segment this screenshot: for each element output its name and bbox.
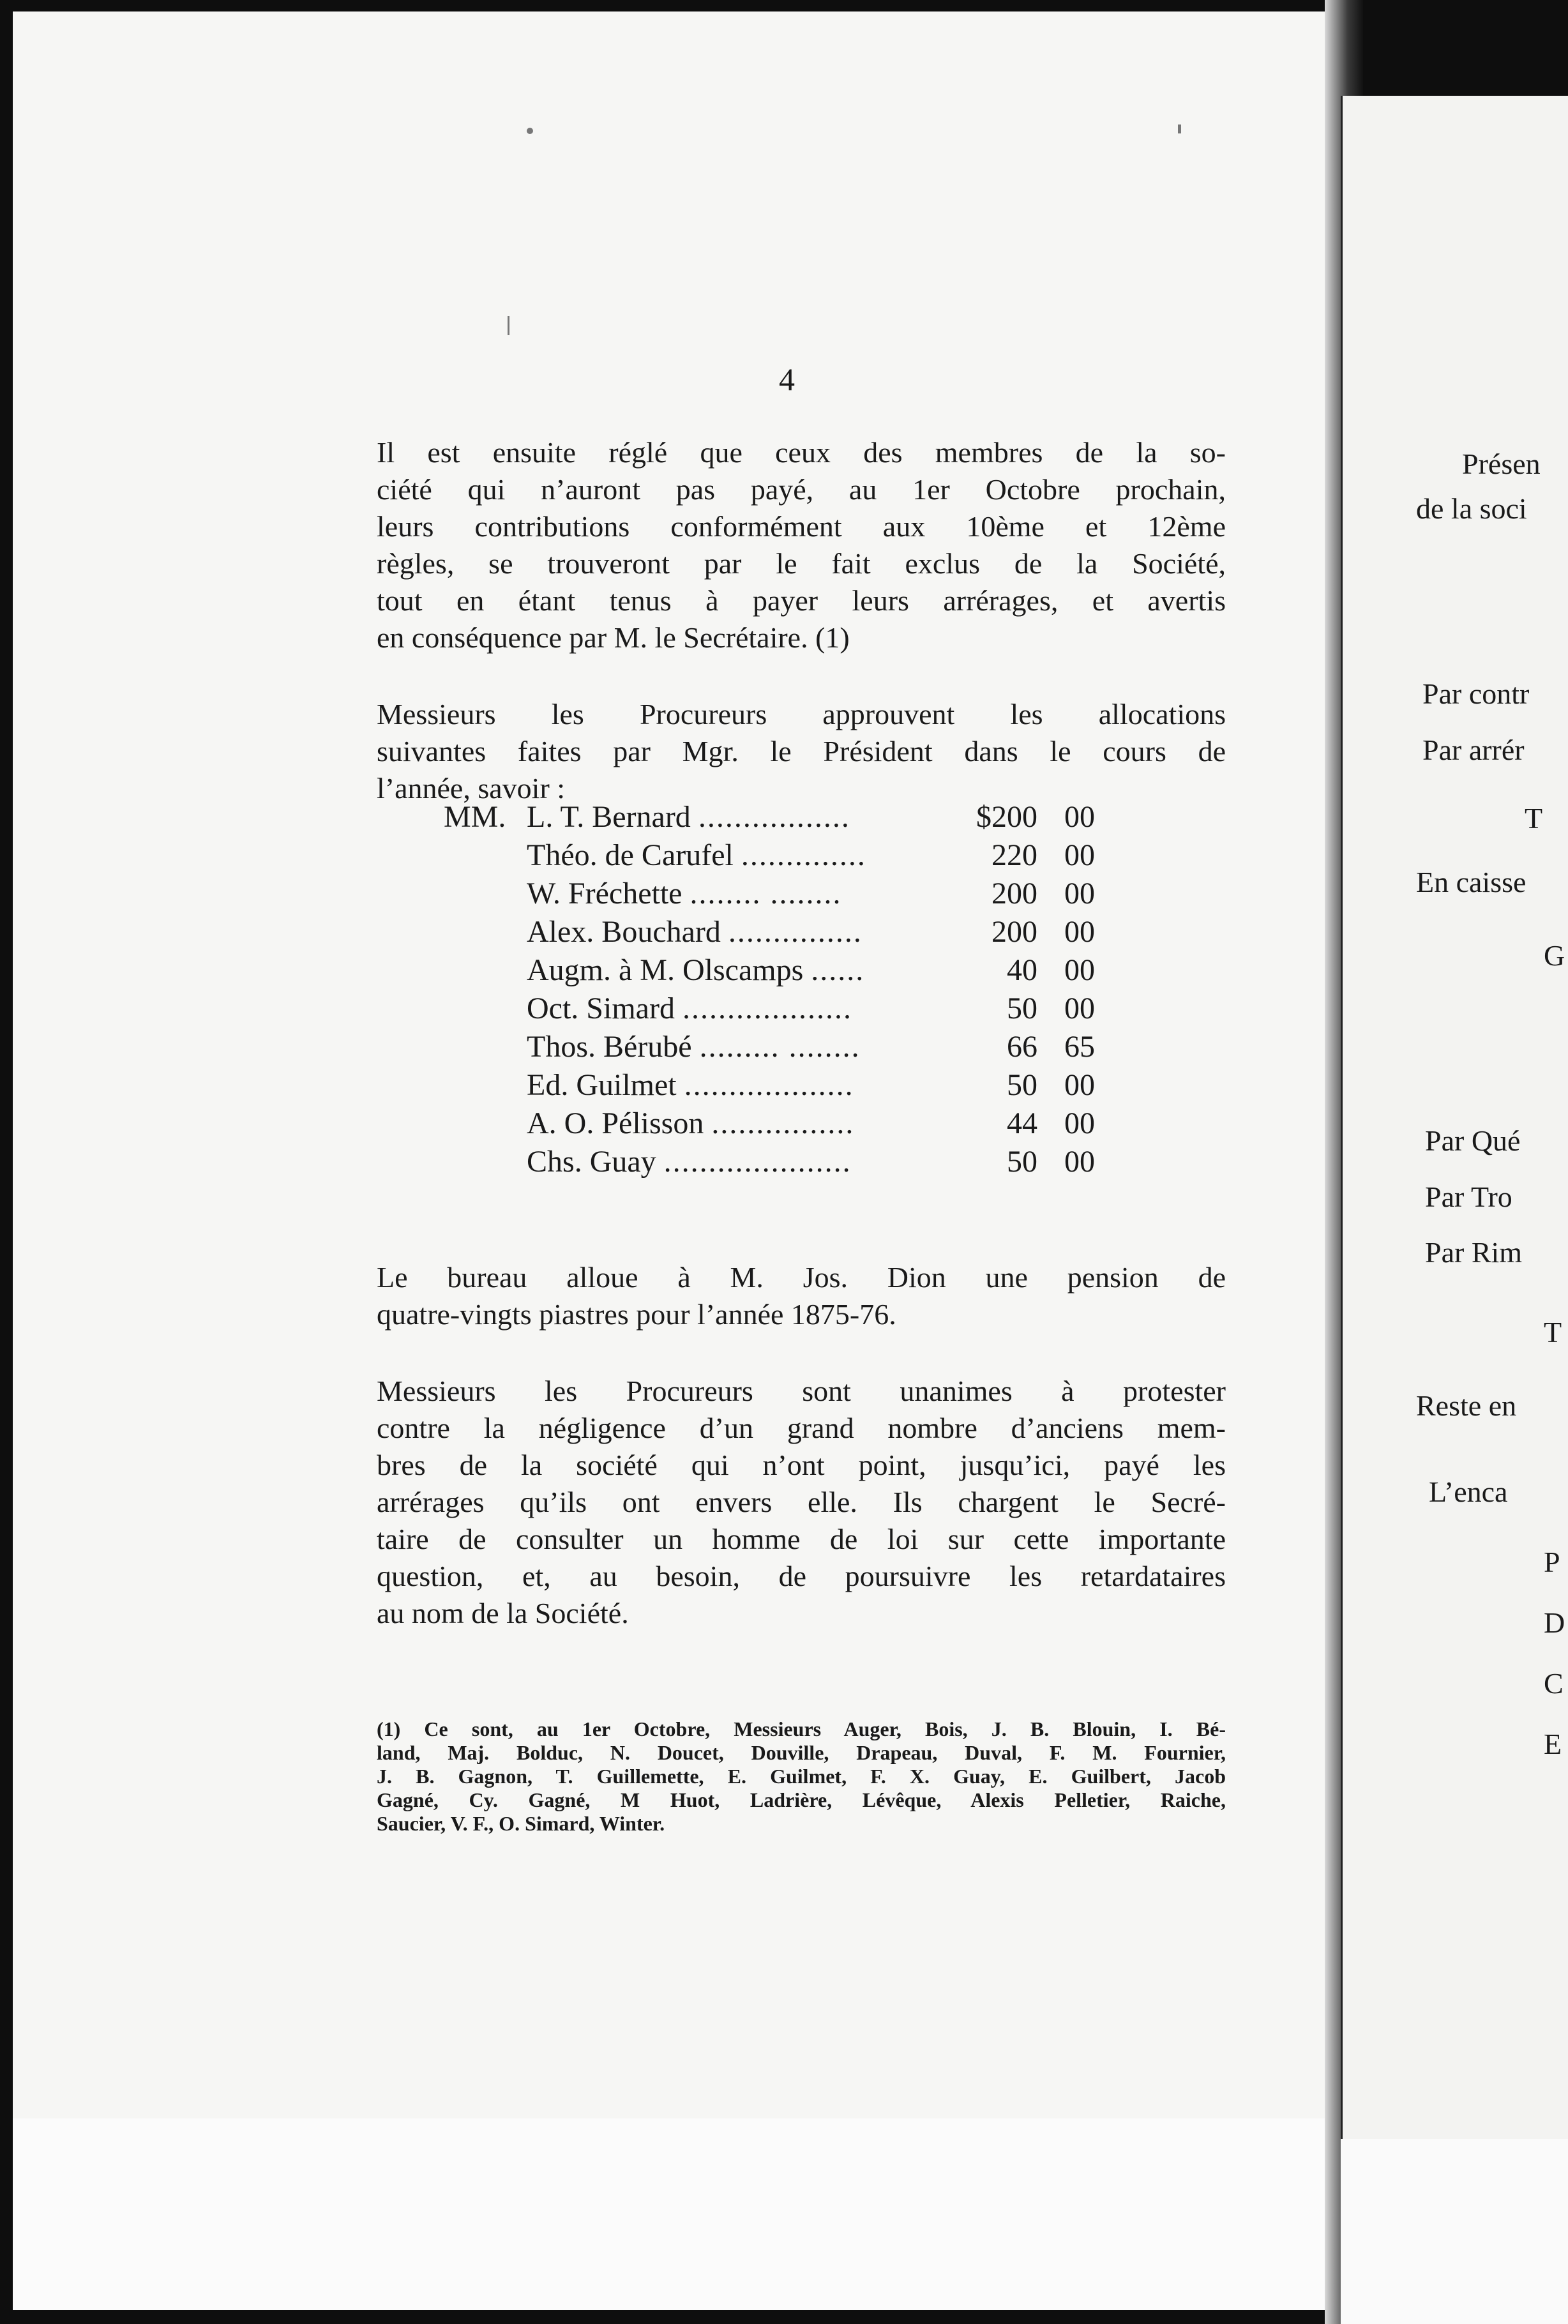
text-line: arrérages qu’ils ont envers elle. Ils chargent le Secré- bbox=[377, 1486, 1226, 1518]
leader-dots: ...... bbox=[811, 953, 865, 987]
allocation-name: Oct. Simard bbox=[527, 992, 675, 1025]
text-line: bres de la société qui n’ont point, jusqu’ici, payé les bbox=[377, 1449, 1226, 1481]
right-page-line: Présen bbox=[1462, 448, 1541, 480]
allocation-name-cell bbox=[527, 836, 948, 875]
allocation-name-cell bbox=[527, 1066, 948, 1105]
right-page-line: En caisse bbox=[1416, 866, 1527, 898]
paragraph-pension bbox=[377, 1259, 1226, 1333]
right-page-line: de la soci bbox=[1416, 492, 1527, 525]
leader-dots: ................... bbox=[682, 992, 852, 1025]
leader-dots: .............. bbox=[741, 838, 866, 872]
paper-speck bbox=[508, 316, 509, 335]
allocation-name: Théo. de Carufel bbox=[527, 838, 734, 872]
leader-dots: ................ bbox=[711, 1106, 855, 1140]
allocation-cents: 00 bbox=[1064, 953, 1095, 987]
text-line: suivantes faites par Mgr. le Président dans le cours de bbox=[377, 735, 1226, 767]
text-line: au nom de la Société. bbox=[377, 1597, 629, 1629]
paragraph-exclusion-rule bbox=[377, 434, 1226, 656]
leader-dots: ..................... bbox=[663, 1145, 852, 1179]
allocation-name: L. T. Bernard bbox=[527, 800, 691, 834]
allocation-amount: 50 bbox=[1007, 1068, 1037, 1102]
leader-dots: ........ ........ bbox=[690, 877, 842, 910]
text-line: question, et, au besoin, de poursuivre les retardataires bbox=[377, 1560, 1226, 1592]
allocation-amount: 50 bbox=[1007, 1145, 1037, 1179]
allocation-row bbox=[444, 1066, 1146, 1105]
text-line: Il est ensuite réglé que ceux des membres de la so- bbox=[377, 436, 1226, 469]
footnote-line: (1) Ce sont, au 1er Octobre, Messieurs Auger, Bois, J. B. Blouin, I. Bé- bbox=[377, 1717, 1226, 1740]
allocation-cents: 00 bbox=[1064, 838, 1095, 872]
allocation-name-cell bbox=[527, 1028, 948, 1066]
text-line: taire de consulter un homme de loi sur cette importante bbox=[377, 1523, 1226, 1555]
right-page-line: C bbox=[1544, 1667, 1564, 1700]
allocation-cents: 00 bbox=[1064, 992, 1095, 1025]
right-page-line: Par Qué bbox=[1425, 1124, 1521, 1157]
text-line: Le bureau alloue à M. Jos. Dion une pension de bbox=[377, 1261, 1226, 1294]
paper-speck bbox=[527, 128, 533, 134]
allocation-prefix: MM. bbox=[444, 800, 506, 834]
paragraph-arrears bbox=[377, 1373, 1226, 1632]
allocation-row bbox=[444, 913, 1146, 951]
allocation-cents: 00 bbox=[1064, 1145, 1095, 1179]
text-line: en conséquence par M. le Secrétaire. (1) bbox=[377, 621, 850, 654]
footnote-line: Gagné, Cy. Gagné, M Huot, Ladrière, Lévêque, Alexis Pelletier, Raiche, bbox=[377, 1788, 1226, 1811]
right-page-line: Par contr bbox=[1422, 677, 1530, 710]
allocation-cents: 00 bbox=[1064, 1068, 1095, 1102]
allocation-name-cell bbox=[527, 990, 948, 1028]
right-page-line: L’enca bbox=[1429, 1475, 1508, 1508]
text-line: leurs contributions conformément aux 10ème et 12ème bbox=[377, 510, 1226, 543]
footnote-line: J. B. Gagnon, T. Guillemette, E. Guilmet, F. X. Guay, E. Guilbert, Jacob bbox=[377, 1765, 1226, 1788]
allocation-cents: 00 bbox=[1064, 877, 1095, 910]
allocation-row bbox=[444, 875, 1146, 913]
allocation-name-cell bbox=[527, 1143, 948, 1181]
allocation-name-cell bbox=[527, 875, 948, 913]
text-line: quatre-vingts piastres pour l’année 1875-76. bbox=[377, 1298, 896, 1331]
allocation-amount: 50 bbox=[1007, 992, 1037, 1025]
right-page-line: Par arrér bbox=[1422, 734, 1525, 766]
leader-dots: ............... bbox=[728, 915, 863, 949]
allocation-name: Ed. Guilmet bbox=[527, 1068, 677, 1102]
right-page-line: Par Rim bbox=[1425, 1236, 1523, 1269]
text-line: l’année, savoir : bbox=[377, 772, 566, 804]
allocation-name: A. O. Pélisson bbox=[527, 1106, 704, 1140]
allocation-cents: 00 bbox=[1064, 800, 1095, 834]
allocation-amount: $200 bbox=[976, 800, 1037, 834]
footnote-line: Saucier, V. F., O. Simard, Winter. bbox=[377, 1812, 665, 1835]
leader-dots: ......... ........ bbox=[699, 1030, 861, 1064]
allocation-row bbox=[444, 798, 1146, 836]
right-page-line: G bbox=[1544, 939, 1565, 972]
text-line: Messieurs les Procureurs sont unanimes à protester bbox=[377, 1375, 1226, 1407]
allocation-amount: 40 bbox=[1007, 953, 1037, 987]
right-page-line: D bbox=[1544, 1606, 1565, 1639]
allocation-name: Chs. Guay bbox=[527, 1145, 656, 1179]
allocation-row bbox=[444, 1105, 1146, 1143]
text-line: contre la négligence d’un grand nombre d’anciens mem- bbox=[377, 1412, 1226, 1444]
page-number: 4 bbox=[779, 361, 795, 397]
right-page-line: T bbox=[1544, 1316, 1562, 1348]
allocation-name: Alex. Bouchard bbox=[527, 915, 721, 949]
right-page-line: Par Tro bbox=[1425, 1181, 1512, 1213]
allocation-row bbox=[444, 1143, 1146, 1181]
right-page-line: T bbox=[1525, 802, 1543, 834]
allocation-cents: 00 bbox=[1064, 1106, 1095, 1140]
text-line: règles, se trouveront par le fait exclus de la Société, bbox=[377, 547, 1226, 580]
allocation-row bbox=[444, 951, 1146, 990]
footnote bbox=[377, 1717, 1226, 1836]
allocation-amount: 220 bbox=[991, 838, 1037, 872]
allocation-amount: 44 bbox=[1007, 1106, 1037, 1140]
text-line: ciété qui n’auront pas payé, au 1er Octobre prochain, bbox=[377, 473, 1226, 506]
right-page bbox=[1341, 96, 1568, 2139]
allocation-name-cell bbox=[527, 913, 948, 951]
right-page-line: Reste en bbox=[1416, 1389, 1517, 1422]
allocation-amount: 200 bbox=[991, 915, 1037, 949]
paragraph-allocations-intro bbox=[377, 696, 1226, 807]
allocation-row bbox=[444, 990, 1146, 1028]
right-page-lower-margin bbox=[1341, 2139, 1568, 2324]
footnote-line: land, Maj. Bolduc, N. Doucet, Douville, Drapeau, Duval, F. M. Fournier, bbox=[377, 1741, 1226, 1764]
text-line: Messieurs les Procureurs approuvent les allocations bbox=[377, 698, 1226, 730]
allocation-name: Thos. Bérubé bbox=[527, 1030, 692, 1064]
leader-dots: ................... bbox=[684, 1068, 854, 1102]
allocation-amount: 200 bbox=[991, 877, 1037, 910]
allocation-name-cell bbox=[527, 1105, 948, 1143]
paper-speck bbox=[1178, 124, 1181, 133]
allocation-name-cell bbox=[527, 798, 948, 836]
right-page-line: E bbox=[1544, 1728, 1562, 1760]
leader-dots: ................. bbox=[698, 800, 850, 834]
allocation-cents: 65 bbox=[1064, 1030, 1095, 1064]
left-page-bottom-margin bbox=[13, 2118, 1325, 2310]
allocations-list bbox=[444, 798, 1146, 1181]
text-line: tout en étant tenus à payer leurs arrérages, et avertis bbox=[377, 584, 1226, 617]
right-page-line: P bbox=[1544, 1546, 1560, 1578]
allocation-name: W. Fréchette bbox=[527, 877, 682, 910]
allocation-name-cell bbox=[527, 951, 948, 990]
allocation-cents: 00 bbox=[1064, 915, 1095, 949]
allocation-amount: 66 bbox=[1007, 1030, 1037, 1064]
allocation-row bbox=[444, 1028, 1146, 1066]
allocation-row bbox=[444, 836, 1146, 875]
allocation-name: Augm. à M. Olscamps bbox=[527, 953, 804, 987]
